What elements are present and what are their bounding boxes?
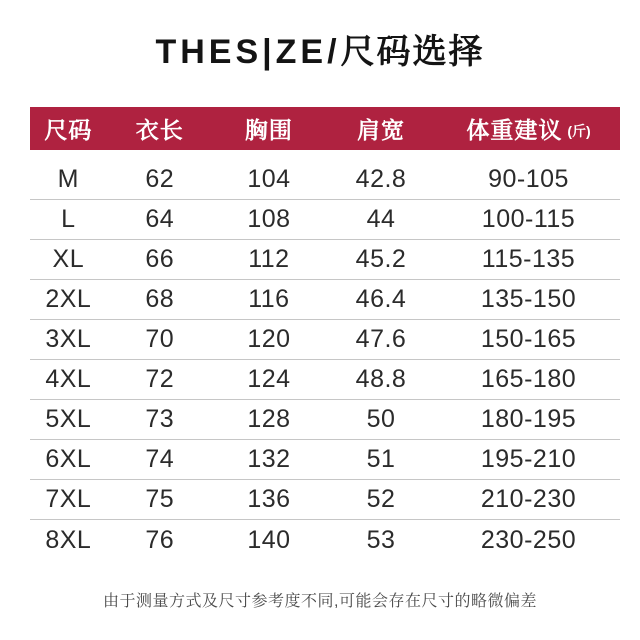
cell-size: 7XL xyxy=(45,485,92,513)
cell-length: 70 xyxy=(145,325,175,353)
brand-text: THES|ZE/ xyxy=(155,33,341,71)
cell-length: 76 xyxy=(145,525,175,554)
table-row xyxy=(30,320,620,360)
cell-chest: 116 xyxy=(248,285,290,313)
cell-size: 5XL xyxy=(45,405,92,433)
cell-chest: 104 xyxy=(247,165,291,193)
cell-chest: 136 xyxy=(247,485,291,513)
table-row xyxy=(30,280,620,320)
table-row xyxy=(30,520,620,560)
table-header-row xyxy=(30,107,620,150)
cell-shoulder: 42.8 xyxy=(355,165,407,193)
table-body xyxy=(30,160,620,560)
column-header-weight-unit: (斤) xyxy=(567,122,591,139)
cell-shoulder: 52 xyxy=(366,485,396,513)
cell-length: 74 xyxy=(145,445,175,473)
cell-shoulder: 45.2 xyxy=(355,245,407,273)
cell-size: 6XL xyxy=(45,445,92,473)
cell-weight: 115-135 xyxy=(481,245,576,273)
cell-weight: 210-230 xyxy=(480,485,577,513)
cell-size: 2XL xyxy=(45,285,92,313)
cell-length: 68 xyxy=(145,285,175,313)
cell-size: M xyxy=(57,165,79,193)
column-header-weight xyxy=(437,112,620,145)
cell-chest: 140 xyxy=(247,525,291,554)
cell-shoulder: 53 xyxy=(366,525,396,554)
page-title xyxy=(0,24,640,73)
column-header-weight-label: 体重建议 xyxy=(466,117,563,143)
cell-length: 64 xyxy=(145,205,175,233)
cell-size: 3XL xyxy=(45,325,92,353)
cell-weight: 195-210 xyxy=(480,445,577,473)
cell-weight: 100-115 xyxy=(481,205,576,233)
size-chart-table xyxy=(30,107,620,560)
cell-weight: 165-180 xyxy=(480,365,577,393)
cell-chest: 124 xyxy=(247,365,291,393)
cell-weight: 135-150 xyxy=(480,285,577,313)
cell-chest: 108 xyxy=(247,205,291,233)
column-header-size: 尺码 xyxy=(44,117,93,143)
cell-weight: 230-250 xyxy=(480,525,577,554)
cell-shoulder: 50 xyxy=(366,405,396,433)
cell-weight: 180-195 xyxy=(480,405,577,433)
table-row xyxy=(30,160,620,200)
cell-weight: 90-105 xyxy=(488,165,569,193)
column-header-chest: 胸围 xyxy=(244,117,293,143)
cell-chest: 128 xyxy=(247,405,291,433)
cell-size: 8XL xyxy=(45,525,92,554)
cell-length: 73 xyxy=(145,405,175,433)
table-row xyxy=(30,240,620,280)
cell-shoulder: 46.4 xyxy=(355,285,407,313)
cell-chest: 120 xyxy=(247,325,291,353)
table-row xyxy=(30,400,620,440)
cell-shoulder: 44 xyxy=(366,205,396,233)
table-row xyxy=(30,200,620,240)
cell-length: 75 xyxy=(145,485,175,513)
table-row xyxy=(30,360,620,400)
table-row xyxy=(30,480,620,520)
table-row xyxy=(30,440,620,480)
cell-chest: 132 xyxy=(247,445,291,473)
cell-size: XL xyxy=(52,245,85,273)
cell-size: 4XL xyxy=(45,365,92,393)
cell-length: 66 xyxy=(145,245,175,273)
disclaimer-note: 由于测量方式及尺寸参考度不同,可能会存在尺寸的略微偏差 xyxy=(103,593,537,610)
cell-shoulder: 48.8 xyxy=(355,365,407,393)
cell-weight: 150-165 xyxy=(480,325,577,353)
cell-chest: 112 xyxy=(248,245,290,273)
cell-shoulder: 47.6 xyxy=(355,325,407,353)
column-header-length: 衣长 xyxy=(135,117,184,143)
cell-shoulder: 51 xyxy=(366,445,396,473)
cell-size: L xyxy=(61,205,76,233)
title-chinese-text: 尺码选择 xyxy=(340,33,485,71)
cell-length: 72 xyxy=(145,365,175,393)
column-header-shoulder: 肩宽 xyxy=(357,117,406,143)
cell-length: 62 xyxy=(145,165,175,193)
